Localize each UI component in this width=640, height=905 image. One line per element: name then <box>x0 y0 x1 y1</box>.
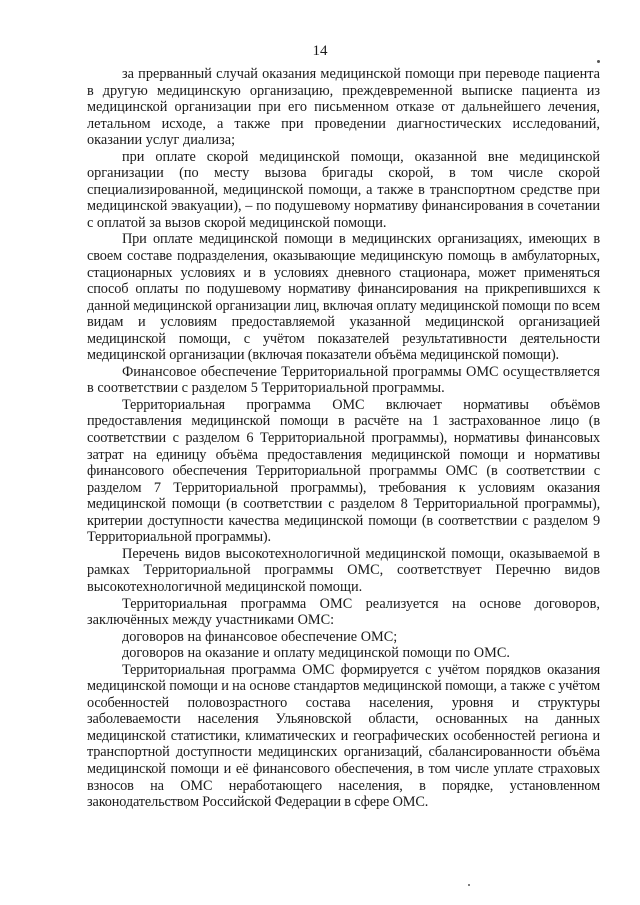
scan-speck <box>597 60 600 63</box>
page-body <box>87 66 600 811</box>
paragraph-1: за прерванный случай оказания медицинской помощи при переводе пациента в другую медицинскую организацию, преждевременной выписке пациента из медицинской организации при его письменном отказе от дальнейшего лечения, летальном исходе, а также при проведении диагностических исследований, оказании услуг диализа; <box>87 66 600 149</box>
scan-speck <box>468 884 470 886</box>
list-item-2: договоров на оказание и оплату медицинской помощи по ОМС. <box>122 645 510 662</box>
paragraph-7: Территориальная программа ОМС реализуется на основе договоров, заключённых между участниками ОМС: <box>87 595 600 629</box>
paragraph-6: Перечень видов высокотехнологичной медицинской помощи, оказываемой в рамках Территориальной программы ОМС, соответствует Перечню видов высокотехнологичной медицинской помощи. <box>87 545 600 595</box>
paragraph-8: Территориальная программа ОМС формируется с учётом порядков оказания медицинской помощи и на основе стандартов медицинской помощи, а также с учётом особенностей половозрастного состава населения, уровня и структуры заболеваемости населения Ульяновской области, основанных на данных медицинской статистики, климатических и географических особенностей региона и транспортной доступности медицинских организаций, сбалансированности объёма медицинской помощи и её финансового обеспечения, в том числе уплате страховых взносов на ОМС неработающего населения, в порядке, установленном законодательством Российской Федерации в сфере ОМС. <box>87 661 600 811</box>
list-item-1: договоров на финансовое обеспечение ОМС; <box>122 628 398 645</box>
paragraph-2: при оплате скорой медицинской помощи, оказанной вне медицинской организации (по месту вызова бригады скорой, в том числе скорой специализированной, медицинской помощи, а также в транспортном средстве при медицинской эвакуации), – по подушевому нормативу финансирования в сочетании с оплатой за вызов скорой медицинской помощи. <box>87 148 600 231</box>
page-number: 14 <box>312 43 328 59</box>
paragraph-3: При оплате медицинской помощи в медицинских организациях, имеющих в своем составе подразделения, оказывающие медицинскую помощь в амбулаторных, стационарных условиях и в условиях дневного стационара, может применяться способ оплаты по подушевому нормативу финансирования на прикрепившихся к данной медицинской организации лиц, включая оплату медицинской помощи по всем видам и условиям предоставляемой указанной медицинской организацией медицинской помощи, с учётом показателей результативности деятельности медицинской организации (включая показатели объёма медицинской помощи). <box>87 231 600 364</box>
paragraph-5: Территориальная программа ОМС включает нормативы объёмов предоставления медицинской помощи в расчёте на 1 застрахованное лицо (в соответствии с разделом 6 Территориальной программы), нормативы финансовых затрат на единицу объёма предоставления медицинской помощи и нормативы финансового обеспечения Территориальной программы ОМС (в соответствии с разделом 7 Территориальной программы), требования к условиям оказания медицинской помощи (в соответствии с разделом 8 Территориальной программы), критерии доступности качества медицинской помощи (в соответствии с разделом 9 Территориальной программы). <box>87 396 600 546</box>
paragraph-4: Финансовое обеспечение Территориальной программы ОМС осуществляется в соответствии с разделом 5 Территориальной программы. <box>87 363 600 397</box>
